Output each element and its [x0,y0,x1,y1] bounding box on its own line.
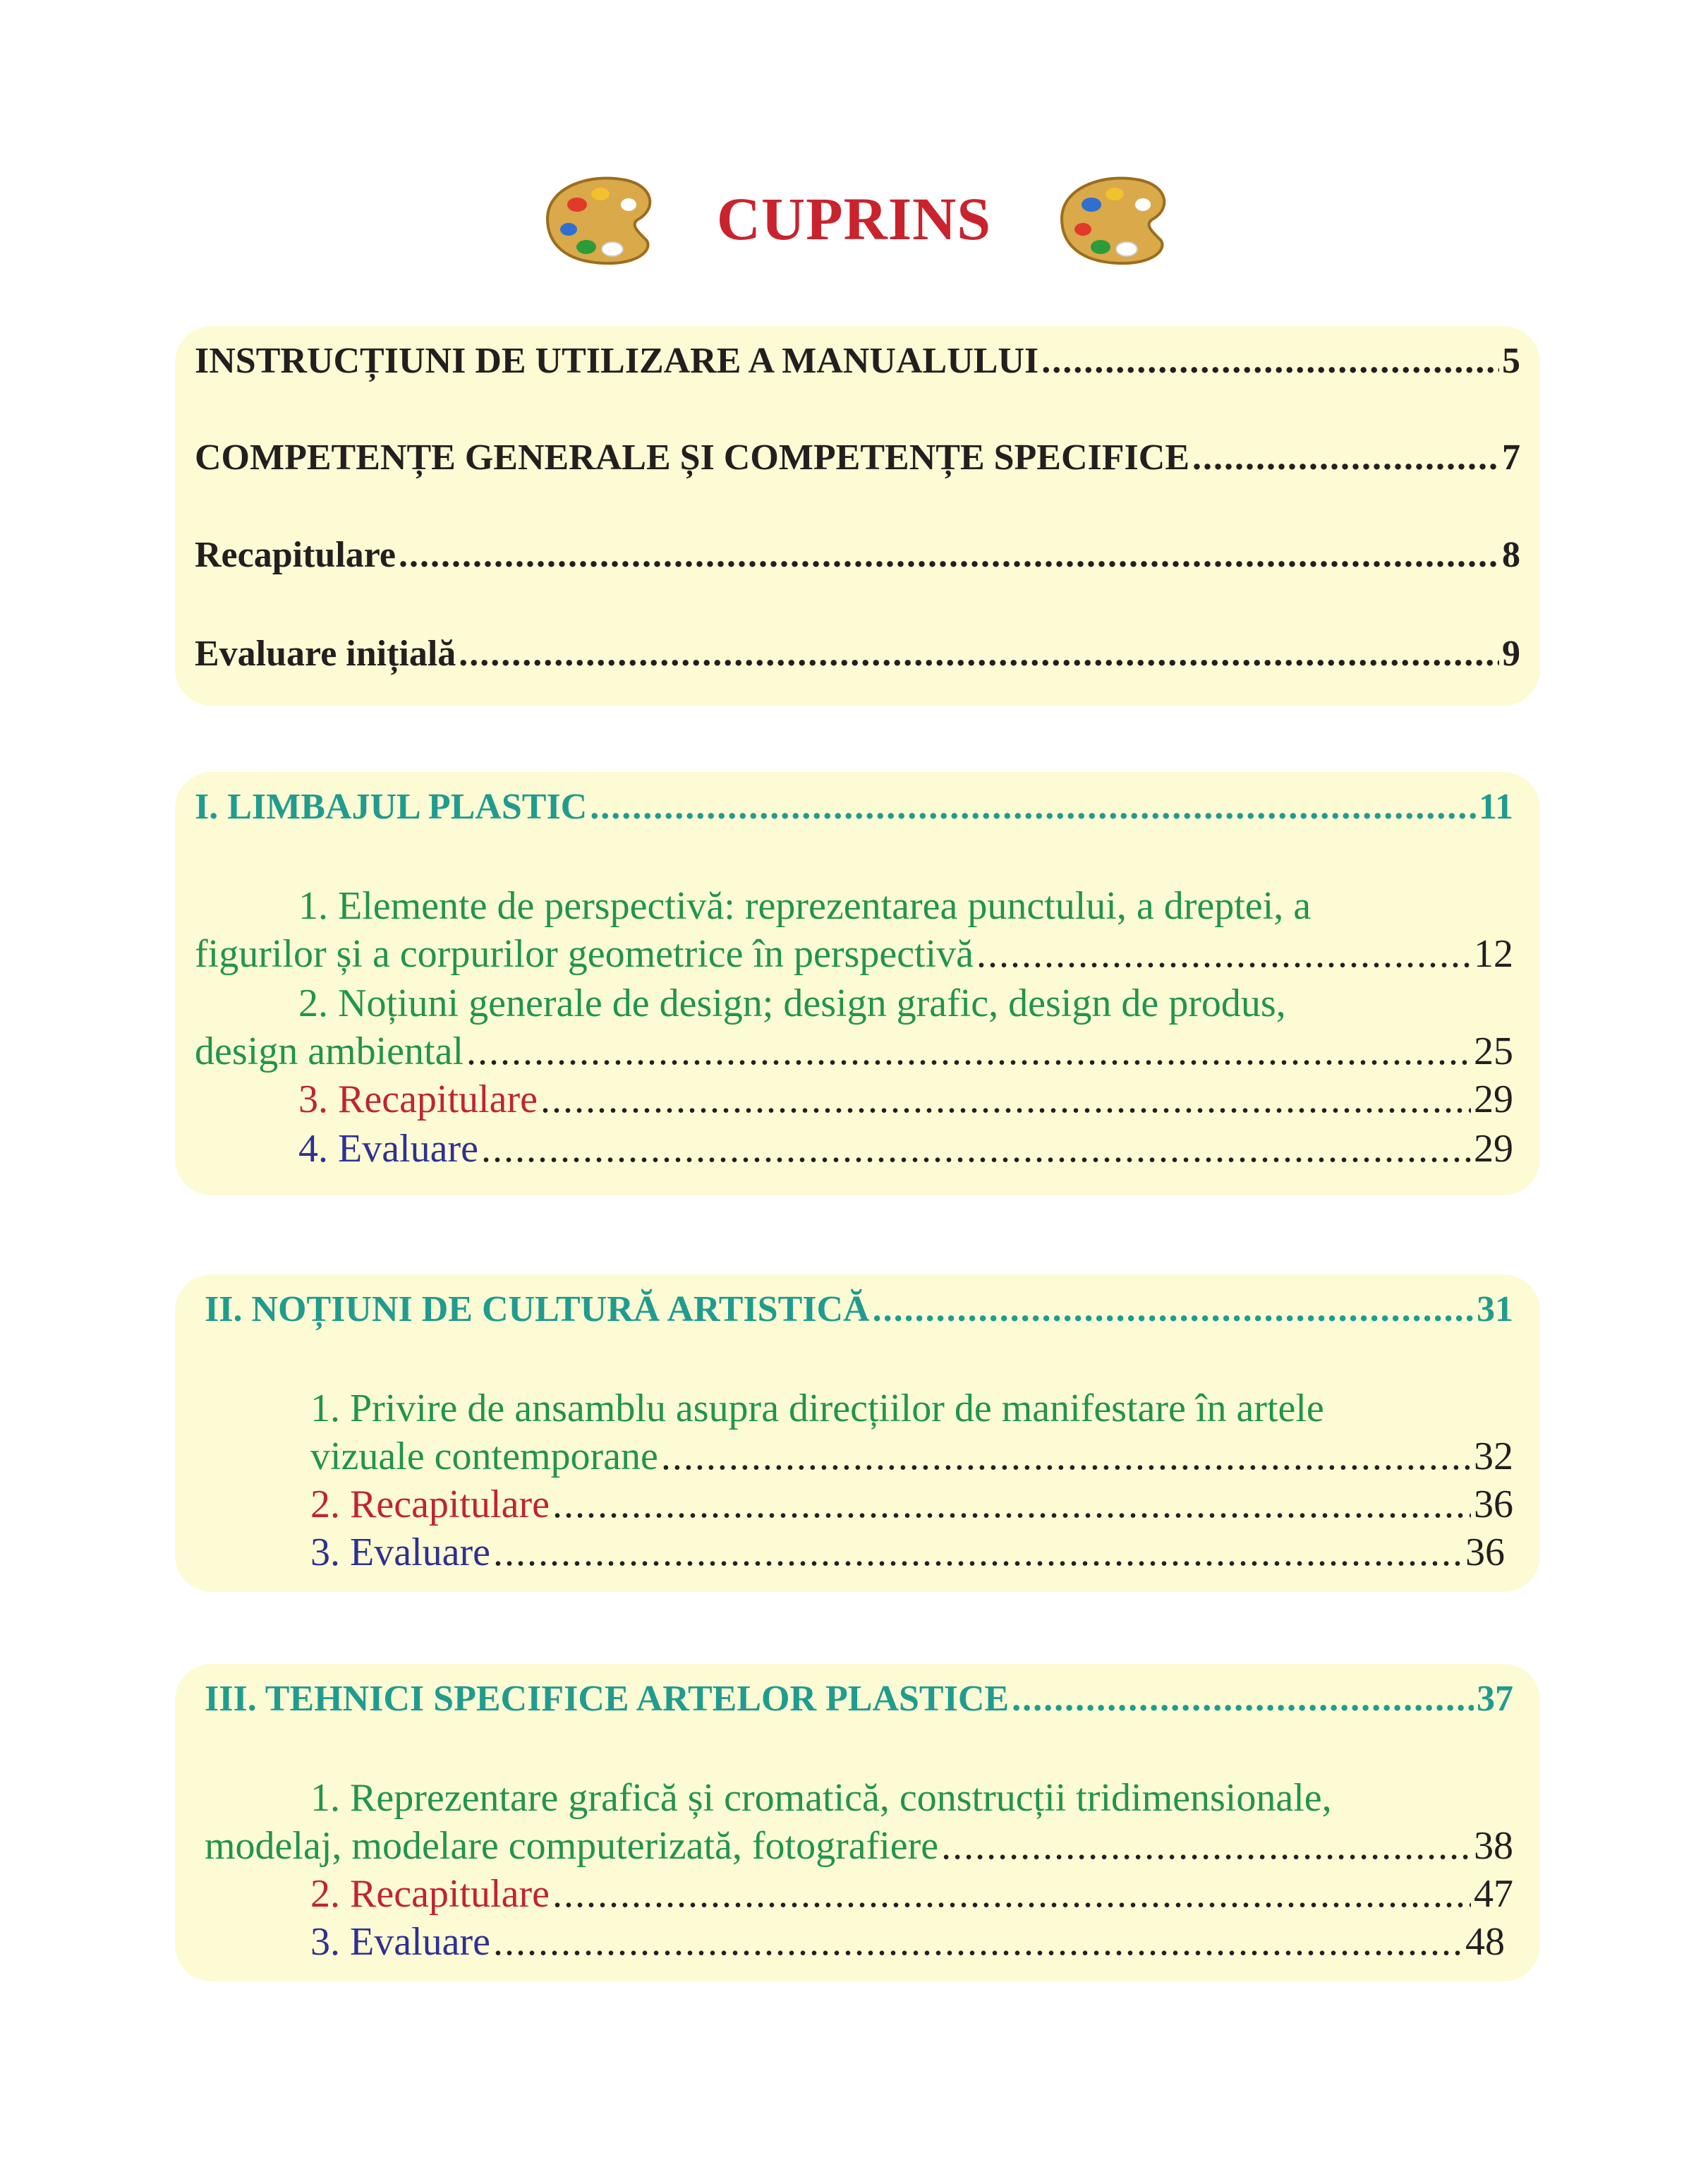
paint-palette-icon [533,166,660,272]
toc-subentry[interactable]: 2. Recapitulare ..... 47 [310,1871,1513,1917]
toc-entry[interactable]: INSTRUCȚIUNI DE UTILIZARE A MANUALULUI ..... 5 [195,340,1520,382]
paint-palette-icon [1048,166,1175,272]
section-box-1 [175,772,1540,1195]
toc-entry[interactable]: COMPETENȚE GENERALE ȘI COMPETENȚE SPECIFICE ..... 7 [195,437,1520,478]
toc-subentry[interactable]: vizuale contemporane ..... 32 [310,1434,1513,1479]
title-row [0,162,1708,275]
toc-subentry-text: 1. Privire de ansamblu asupra direcțiilor de manifestare în artele [310,1387,1324,1430]
section-heading[interactable]: II. NOȚIUNI DE CULTURĂ ARTISTICĂ ..... 31 [205,1288,1513,1330]
toc-subentry[interactable]: modelaj, modelare computerizată, fotografiere ..... 38 [205,1823,1513,1869]
toc-subentry[interactable]: figurilor și a corpurilor geometrice în perspectivă ..... 12 [195,931,1513,977]
toc-subentry[interactable]: 3. Recapitulare ..... 29 [298,1077,1513,1122]
section-box-2 [175,1274,1540,1592]
section-heading[interactable]: III. TEHNICI SPECIFICE ARTELOR PLASTICE ..... 37 [205,1678,1513,1720]
toc-subentry-text: 2. Noțiuni generale de design; design grafic, design de produs, [298,982,1286,1025]
toc-subentry-text: 1. Reprezentare grafică și cromatică, construcții tridimensionale, [310,1776,1332,1820]
page-title: CUPRINS [716,185,992,253]
intro-box [175,326,1540,706]
toc-subentry[interactable]: 3. Evaluare ..... 48 [310,1919,1505,1964]
section-box-3 [175,1664,1540,1981]
toc-subentry[interactable]: design ambiental ..... 25 [195,1029,1513,1074]
toc-entry[interactable]: Evaluare inițială ..... 9 [195,633,1520,675]
toc-entry[interactable]: Recapitulare ..... 8 [195,534,1520,576]
toc-subentry-text: 1. Elemente de perspectivă: reprezentarea punctului, a dreptei, a [298,884,1312,928]
toc-subentry[interactable]: 3. Evaluare ..... 36 [310,1530,1505,1575]
section-heading[interactable]: I. LIMBAJUL PLASTIC ..... 11 [195,786,1513,828]
toc-subentry[interactable]: 2. Recapitulare ..... 36 [310,1482,1513,1527]
toc-subentry[interactable]: 4. Evaluare ..... 29 [298,1126,1513,1171]
